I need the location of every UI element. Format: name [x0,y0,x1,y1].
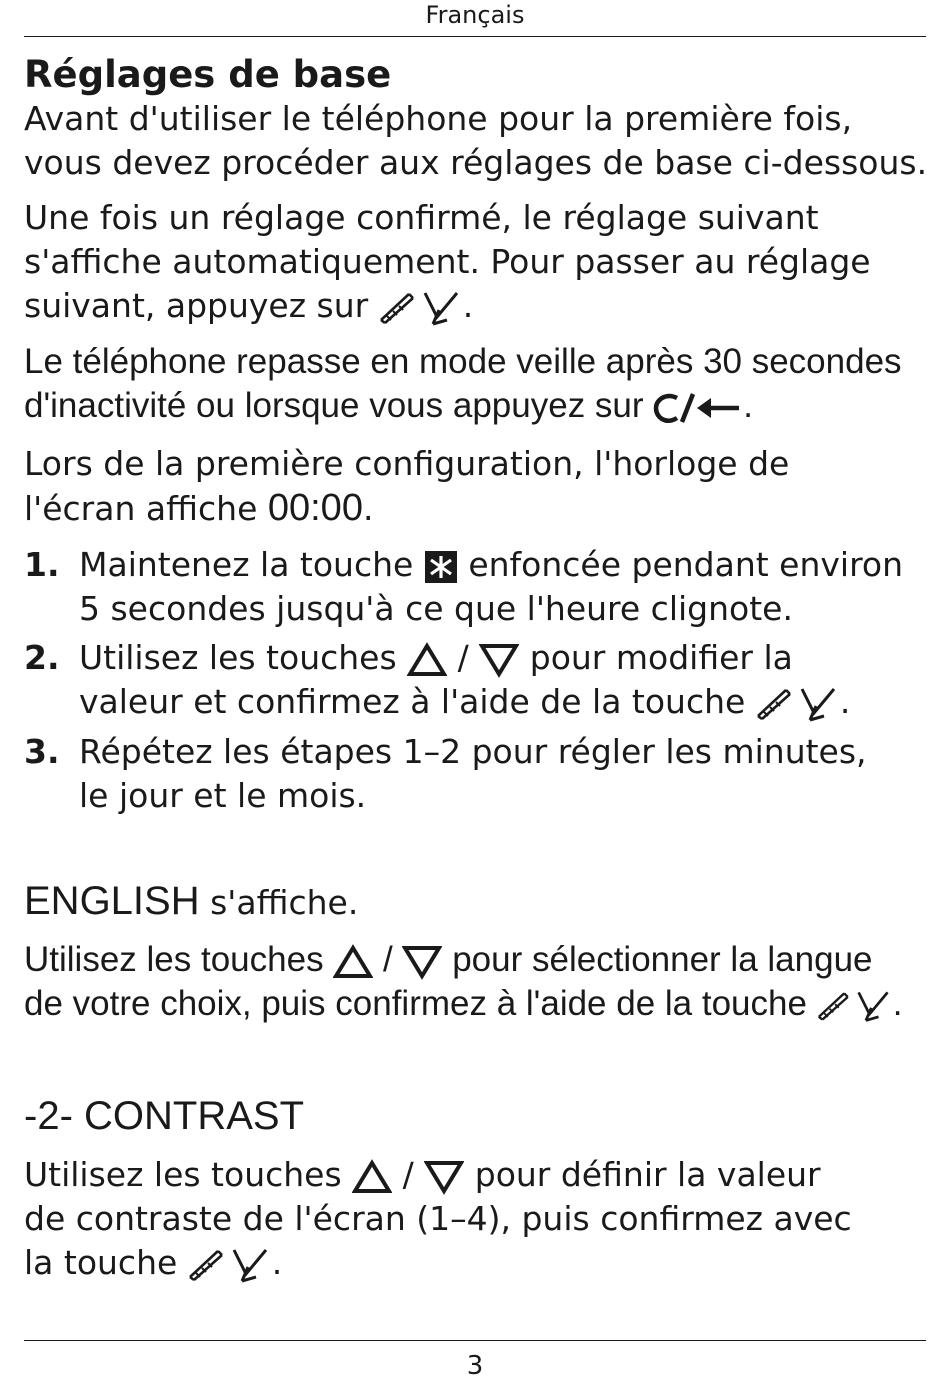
step-3-number: 3. [24,732,60,771]
period: . [271,1243,283,1282]
page-number: 3 [466,1351,484,1381]
text-line: Lors de la première configuration, l'horloge de [24,444,790,483]
contrast-instructions [24,1153,852,1285]
intro-paragraph-4 [24,442,789,531]
down-triangle-icon [479,642,519,678]
text-line: de contraste de l'écran (1–4), puis confirmez avec [24,1199,852,1238]
step-3-text [79,730,867,818]
step-2-number: 2. [24,638,60,677]
text-fragment: valeur et confirmez à l'aide de la touche [79,682,756,721]
confirm-key-icon [817,989,893,1023]
text-line [24,1241,852,1285]
up-triangle-icon [333,944,373,980]
star-key-icon [424,550,458,584]
text-fragment: la touche [24,1243,188,1282]
text-line [24,284,871,328]
confirm-key-icon [379,290,463,326]
down-triangle-icon [424,1159,464,1195]
text-line [24,384,902,428]
text-line: Le téléphone repasse en mode veille après 30 secondes [24,342,902,381]
text-fragment: enfoncée pendant environ [457,545,904,584]
step-1-number: 1. [24,545,60,584]
english-instructions [24,938,902,1026]
text-line: Avant d'utiliser le téléphone pour la première fois, [24,99,853,138]
text-line [24,938,902,982]
step-1-text [79,543,903,631]
intro-paragraph-3 [24,340,902,428]
text-line [24,982,902,1026]
confirm-key-icon [756,686,840,722]
period: . [362,489,374,528]
separator: / [373,940,403,979]
header-language: Français [425,1,525,29]
text-fragment: Utilisez les touches [24,1155,353,1194]
text-fragment: pour sélectionner la langue [442,940,873,979]
period: . [892,984,903,1023]
text-line [24,1153,852,1197]
text-line: 5 secondes jusqu'à ce que l'heure clignote. [79,589,793,628]
up-triangle-icon [352,1159,392,1195]
text-fragment: Maintenez la touche [79,545,424,584]
contrast-heading: -2- CONTRAST [24,1094,304,1138]
footer-divider [24,1340,926,1341]
period: . [743,386,753,425]
text-line: Répétez les étapes 1–2 pour régler les minutes, [79,732,867,771]
page-title: Réglages de base [24,53,392,96]
text-line: le jour et le mois. [79,776,367,815]
separator: / [392,1155,425,1194]
heading-suffix: s'affiche. [199,883,359,922]
text-line: Une fois un réglage confirmé, le réglage suivant [24,198,819,237]
intro-paragraph-1 [24,97,927,185]
text-fragment: Utilisez les touches [24,940,334,979]
english-heading [24,876,358,928]
display-text: ENGLISH [24,879,200,923]
period: . [839,682,851,721]
text-fragment: d'inactivité ou lorsque vous appuyez sur [24,386,654,425]
text-line [79,543,903,587]
separator: / [447,638,480,677]
text-line [24,486,789,531]
text-fragment: suivant, appuyez sur [24,286,379,325]
text-fragment: de votre choix, puis confirmez à l'aide de la touche [24,984,817,1023]
text-line [79,680,850,724]
step-2-text [79,636,850,724]
down-triangle-icon [402,944,442,980]
text-fragment: Utilisez les touches [79,638,408,677]
confirm-key-icon [188,1247,272,1283]
text-line [79,636,850,680]
up-triangle-icon [407,642,447,678]
intro-paragraph-2 [24,196,871,328]
text-fragment: pour modifier la [519,638,793,677]
text-line: s'affiche automatiquement. Pour passer au réglage [24,242,871,281]
clock-value: 00:00 [267,487,363,529]
text-line: vous devez procéder aux réglages de base ci-dessous. [24,143,928,182]
period: . [462,286,474,325]
text-fragment: pour définir la valeur [464,1155,821,1194]
clear-back-key-icon [653,390,743,426]
text-fragment: l'écran affiche [24,489,268,528]
header-divider [24,36,926,37]
